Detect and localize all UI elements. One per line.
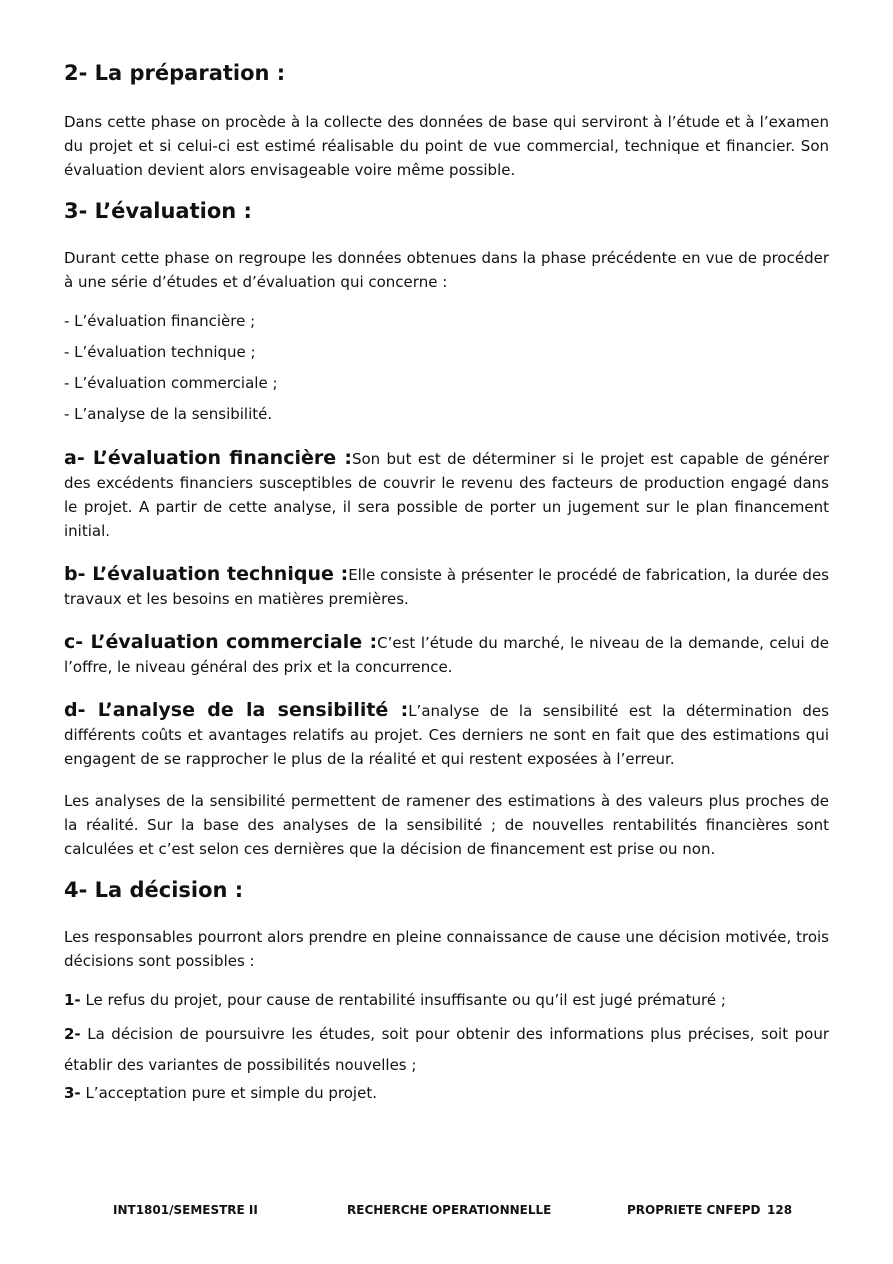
footer-course-code: INT1801/SEMESTRE II [113,1203,258,1217]
paragraph-evaluation: Durant cette phase on regroupe les données obtenues dans la phase précédente en vue de procéder à une série d’études et d’évaluation qui concerne : [64,249,829,291]
subsection-heading: a- L’évaluation financière : [64,447,352,469]
section-title-decision: 4- La décision : [64,878,244,902]
paragraph-decision: Les responsables pourront alors prendre en pleine connaissance de cause une décision motivée, trois décisions sont possibles : [64,928,829,970]
item-text: La décision de poursuivre les études, soit pour obtenir des informations plus précises, soit pour établir des variantes de possibilités nouvelles ; [64,1025,829,1074]
list-item: - L’évaluation financière ; [64,312,256,330]
subsection-sensitivity [64,698,829,771]
subsection-text: C’est l’étude du marché, le niveau de la demande, celui de l’offre, le niveau général des prix et la concurrence. [64,634,829,676]
list-item: - L’évaluation technique ; [64,343,256,361]
subsection-technical [64,562,829,611]
list-item: - L’analyse de la sensibilité. [64,405,273,423]
list-item [64,988,829,1012]
paragraph-preparation: Dans cette phase on procède à la collecte des données de base qui serviront à l’étude et à l’examen du projet et si celui-ci est estimé réalisable du point de vue commercial, technique et financier. Son évaluation devient alors envisageable voire même possible. [64,113,829,179]
subsection-heading: d- L’analyse de la sensibilité : [64,699,409,721]
list-item [64,1019,829,1081]
item-number: 1- [64,991,81,1009]
footer-owner: PROPRIETE CNFEPD [627,1203,761,1217]
document-page [64,58,829,1105]
subsection-commercial [64,630,829,679]
paragraph-sensitivity-note: Les analyses de la sensibilité permettent de ramener des estimations à des valeurs plus proches de la réalité. Sur la base des analyses de la sensibilité ; de nouvelles rentabilités financières sont calculées et c’est selon ces dernières que la décision de financement est prise ou non. [64,792,829,858]
item-number: 3- [64,1084,81,1102]
subsection-text: Son but est de déterminer si le projet est capable de générer des excédents financiers susceptibles de couvrir le revenu des facteurs de production engagé dans le projet. A partir de cette analyse, il sera possible de porter un jugement sur le plan financement initial. [64,450,830,540]
item-text: L’acceptation pure et simple du projet. [80,1084,377,1102]
subsection-text: L’analyse de la sensibilité est la détermination des différents coûts et avantages relatifs au projet. Ces derniers ne sont en fait que des estimations qui engagent de se rapprocher le plus de la réalité et qui restent exposées à l’erreur. [64,702,829,768]
item-number: 2- [64,1025,81,1043]
page-number: 128 [767,1203,793,1217]
footer-course-title: RECHERCHE OPERATIONNELLE [347,1203,552,1217]
list-item [64,1081,829,1105]
decision-list [64,988,829,1105]
evaluation-list [64,309,829,426]
item-text: Le refus du projet, pour cause de rentabilité insuffisante ou qu’il est jugé prématuré ; [80,991,726,1009]
list-item: - L’évaluation commerciale ; [64,374,278,392]
subsection-heading: c- L’évaluation commerciale : [64,631,378,653]
subsection-financial [64,446,829,543]
section-title-evaluation: 3- L’évaluation : [64,199,252,223]
subsection-text: Elle consiste à présenter le procédé de fabrication, la durée des travaux et les besoins en matières premières. [64,566,829,608]
section-title-preparation: 2- La préparation : [64,61,286,85]
subsection-heading: b- L’évaluation technique : [64,563,349,585]
